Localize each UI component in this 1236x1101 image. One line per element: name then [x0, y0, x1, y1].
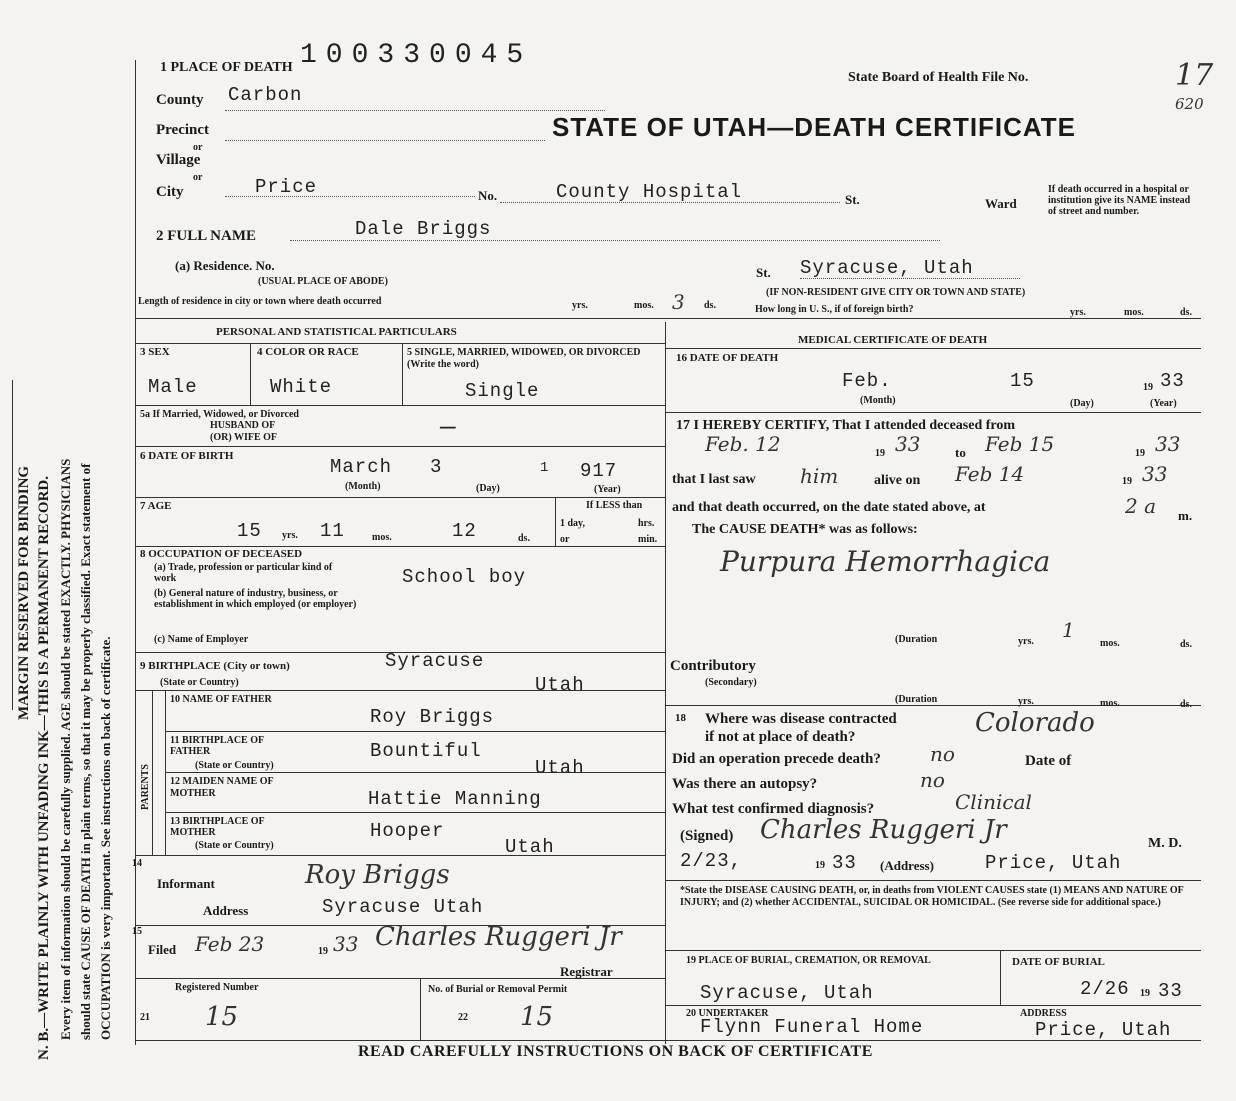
- signed-label: (Signed): [680, 828, 734, 844]
- birthplace-state: Utah: [535, 674, 585, 696]
- marital-label: 5 SINGLE, MARRIED, WIDOWED, OR DIVORCED (Write the word): [407, 347, 641, 370]
- st-label: St.: [845, 192, 860, 207]
- father-label: 10 NAME OF FATHER: [170, 694, 272, 705]
- physician-address-label: (Address): [880, 858, 934, 873]
- age-label: 7 AGE: [140, 500, 172, 512]
- signed-year: 33: [832, 852, 857, 874]
- dod-month-caption: (Month): [860, 395, 896, 406]
- birthplace-city: Syracuse: [385, 650, 485, 672]
- fill-line: [290, 240, 940, 241]
- physician-address: Price, Utah: [985, 852, 1122, 874]
- rule: [402, 343, 403, 405]
- file-no: 17: [1175, 58, 1214, 93]
- duration-yrs: 1: [1062, 618, 1075, 642]
- from-year-prefix: 19: [875, 448, 885, 459]
- filed-number: 15: [132, 926, 142, 937]
- precinct-label: Precinct: [156, 122, 210, 138]
- filed-year: 33: [333, 932, 359, 956]
- rule: [665, 705, 1201, 706]
- residence-st-label: St.: [756, 265, 771, 280]
- rule: [165, 731, 665, 732]
- less-than-label: If LESS than: [586, 500, 643, 511]
- rule: [250, 343, 251, 405]
- certificate-title: STATE OF UTAH—DEATH CERTIFICATE: [552, 112, 1076, 142]
- informant-label: Informant: [157, 876, 215, 891]
- last-saw-year: 33: [1142, 462, 1168, 486]
- test-label: What test confirmed diagnosis?: [672, 801, 875, 817]
- registrar-label: Registrar: [560, 964, 613, 979]
- city-value: Price: [255, 176, 318, 198]
- burial-year: 33: [1158, 980, 1183, 1002]
- institution-value: County Hospital: [556, 181, 743, 203]
- full-name-value: Dale Briggs: [355, 218, 492, 240]
- rule: [665, 412, 1201, 413]
- filed-year-prefix: 19: [318, 946, 328, 957]
- age-years: 15: [237, 520, 262, 542]
- rule: [135, 343, 665, 344]
- time-m-label: m.: [1178, 508, 1193, 523]
- year-caption: (Year): [594, 484, 621, 495]
- hrs-label: hrs.: [638, 518, 655, 529]
- occupation-b-label: (b) General nature of industry, business, or establishment in which employed (or employer): [154, 588, 357, 610]
- registrar-signature: Charles Ruggeri Jr: [375, 922, 622, 952]
- secondary-label: (Secondary): [705, 677, 757, 688]
- registered-number-label: Registered Number: [175, 982, 259, 993]
- informant-number: 14: [132, 858, 142, 869]
- father-bp-city: Bountiful: [370, 740, 482, 762]
- rule: [135, 690, 665, 691]
- duration-mos-label: mos.: [1100, 638, 1120, 649]
- dob-month: March: [330, 456, 393, 478]
- sex-value: Male: [148, 376, 198, 398]
- signed-date: 2/23,: [680, 850, 743, 872]
- rule: [135, 405, 665, 406]
- center-divider: [665, 322, 666, 1044]
- age-ds-label: ds.: [518, 533, 530, 544]
- city-label: City: [156, 184, 184, 200]
- race-value: White: [270, 376, 333, 398]
- contracted-label-2: if not at place of death?: [705, 729, 856, 745]
- no-label: No.: [478, 188, 498, 203]
- dob-day: 3: [430, 456, 443, 478]
- file-no-sub: 620: [1175, 95, 1204, 113]
- marital-value: Single: [465, 380, 540, 402]
- contracted-label: Where was disease contracted: [705, 711, 897, 727]
- rule: [135, 446, 665, 447]
- rule: [665, 1005, 1201, 1006]
- occupation-value: School boy: [402, 566, 527, 588]
- death-occurred-label: and that death occurred, on the date stated above, at: [672, 500, 986, 515]
- to-year-prefix: 19: [1135, 448, 1145, 459]
- day-caption: (Day): [476, 483, 500, 494]
- contributory-label: Contributory: [670, 658, 756, 674]
- margin-instruction-3: should state CAUSE OF DEATH in plain terms, so that it may be properly classified. Exact statement of: [78, 463, 93, 1040]
- birthplace-sc-label: (State or Country): [160, 677, 239, 688]
- age-yrs-label: yrs.: [282, 530, 298, 541]
- margin-instruction-1: N. B.—WRITE PLAINLY WITH UNFADING INK—THIS IS A PERMANENT RECORD.: [36, 476, 52, 1060]
- record-number: 100330045: [300, 40, 533, 71]
- burial-date-value: 2/26: [1080, 978, 1130, 1000]
- full-name-label: 2 FULL NAME: [156, 228, 257, 244]
- mother-bp-sc-label: (State or Country): [195, 840, 274, 851]
- reg-21-label: 21: [140, 1012, 150, 1023]
- alive-on-label: alive on: [874, 473, 921, 488]
- last-saw-date: Feb 14: [955, 462, 1025, 486]
- rule: [665, 880, 1201, 881]
- ward-label: Ward: [985, 196, 1017, 211]
- spouse-label-3: (OR) WIFE OF: [210, 432, 278, 443]
- certify-label: 17 I HEREBY CERTIFY, That I attended deceased from: [676, 418, 1016, 433]
- informant-value: Roy Briggs: [305, 860, 450, 890]
- operation-value: no: [930, 742, 955, 766]
- burial-place-value: Syracuse, Utah: [700, 982, 874, 1004]
- physician-signature: Charles Ruggeri Jr: [760, 815, 1007, 845]
- yrs-label: yrs.: [572, 300, 588, 311]
- or-label: or: [193, 142, 203, 153]
- md-label: M. D.: [1148, 836, 1182, 851]
- rule: [165, 690, 166, 855]
- last-saw-pronoun: him: [800, 464, 839, 488]
- mother-label: 12 MAIDEN NAME OF MOTHER: [170, 776, 274, 799]
- medical-heading: MEDICAL CERTIFICATE OF DEATH: [798, 334, 988, 346]
- burial-permit-label: No. of Burial or Removal Permit: [428, 984, 568, 995]
- cause-footnote: *State the DISEASE CAUSING DEATH, or, in deaths from VIOLENT CAUSES state (1) MEANS AND NATURE OF INJURY; and (2) whether ACCIDENTAL, SUICIDAL OR HOMICIDAL. (See reverse side for additional space.): [680, 885, 1184, 908]
- age-mos-label: mos.: [372, 532, 392, 543]
- age-months: 11: [320, 520, 345, 542]
- ds-label: ds.: [1180, 307, 1192, 318]
- mother-value: Hattie Manning: [368, 788, 542, 810]
- undertaker-address-label: ADDRESS: [1020, 1008, 1067, 1019]
- age-days: 12: [452, 520, 477, 542]
- father-bp-sc-label: (State or Country): [195, 760, 274, 771]
- undertaker-address: Price, Utah: [1035, 1019, 1172, 1041]
- or-label: or: [193, 172, 203, 183]
- dod-year-caption: (Year): [1150, 398, 1177, 409]
- dob-label: 6 DATE OF BIRTH: [140, 450, 234, 462]
- employer-label: (c) Name of Employer: [154, 634, 249, 645]
- cause-label: The CAUSE DEATH* was as follows:: [692, 522, 918, 537]
- contracted-number: 18: [675, 712, 686, 724]
- rule: [420, 978, 421, 1040]
- rule: [665, 950, 1201, 951]
- rule: [165, 772, 665, 773]
- rule: [135, 546, 665, 547]
- operation-label: Did an operation precede death?: [672, 751, 881, 767]
- filed-date: Feb 23: [195, 932, 265, 956]
- dod-day-caption: (Day): [1070, 398, 1094, 409]
- mother-bp-city: Hooper: [370, 820, 445, 842]
- or-label: or: [560, 534, 570, 545]
- dod-month: Feb.: [842, 370, 892, 392]
- race-label: 4 COLOR OR RACE: [257, 346, 359, 358]
- village-label: Village: [156, 152, 201, 168]
- father-bp-state: Utah: [535, 757, 585, 779]
- dob-year: 917: [580, 460, 618, 482]
- filed-label: Filed: [148, 942, 177, 957]
- spouse-label-2: HUSBAND OF: [210, 420, 276, 431]
- mother-bp-label: 13 BIRTHPLACE OF MOTHER: [170, 816, 265, 838]
- county-value: Carbon: [228, 84, 303, 106]
- date-of-label: Date of: [1025, 753, 1072, 769]
- rule: [135, 497, 665, 498]
- burial-permit-value: 15: [520, 1002, 554, 1032]
- rule: [1000, 950, 1001, 1005]
- residence-label: (a) Residence. No.: [175, 258, 275, 273]
- rule: [135, 855, 665, 856]
- ward-note: If death occurred in a hospital or institution give its NAME instead of street and number.: [1048, 184, 1191, 217]
- margin-binding-text: MARGIN RESERVED FOR BINDING: [16, 465, 32, 720]
- yrs-label: yrs.: [1070, 307, 1086, 318]
- dod-year: 33: [1160, 370, 1185, 392]
- duration2-mos-label: mos.: [1100, 698, 1120, 709]
- undertaker-label: 20 UNDERTAKER: [686, 1008, 769, 1019]
- mos-label: mos.: [634, 300, 654, 311]
- duration2-yrs-label: yrs.: [1018, 696, 1034, 707]
- place-of-death-heading: 1 PLACE OF DEATH: [160, 60, 293, 75]
- rule: [555, 497, 556, 547]
- test-value: Clinical: [955, 790, 1032, 814]
- autopsy-label: Was there an autopsy?: [672, 776, 818, 792]
- length-residence-label: Length of residence in city or town where death occurred: [138, 296, 382, 307]
- residence-months: 3: [672, 290, 685, 314]
- spouse-value: —: [440, 412, 457, 442]
- rule: [665, 348, 1201, 349]
- reg-22-label: 22: [458, 1012, 468, 1023]
- last-saw-year-prefix: 19: [1122, 476, 1132, 487]
- min-label: min.: [638, 534, 658, 545]
- form-left-border: [135, 60, 136, 1045]
- to-label: to: [955, 445, 966, 460]
- margin-instruction-4: OCCUPATION is very important. See instructions on back of certificate.: [98, 636, 113, 1040]
- non-resident-note: (IF NON-RESIDENT GIVE CITY OR TOWN AND STATE): [766, 287, 1026, 298]
- attended-from: Feb. 12: [705, 432, 781, 456]
- to-year: 33: [1155, 432, 1181, 456]
- cause-value: Purpura Hemorrhagica: [720, 545, 1051, 578]
- footer-instructions: READ CAREFULLY INSTRUCTIONS ON BACK OF CERTIFICATE: [358, 1043, 873, 1060]
- month-caption: (Month): [345, 481, 381, 492]
- personal-heading: PERSONAL AND STATISTICAL PARTICULARS: [216, 326, 457, 338]
- binding-rule: [12, 380, 13, 710]
- undertaker-value: Flynn Funeral Home: [700, 1016, 924, 1038]
- spouse-label-1: 5a If Married, Widowed, or Divorced: [140, 409, 299, 420]
- duration-yrs-label: yrs.: [1018, 636, 1034, 647]
- informant-address: Syracuse Utah: [322, 896, 484, 918]
- birthplace-label: 9 BIRTHPLACE (City or town): [140, 660, 290, 672]
- burial-year-prefix: 19: [1140, 988, 1150, 999]
- dob-century: 1: [540, 460, 550, 476]
- occupation-label: 8 OCCUPATION OF DECEASED: [140, 548, 303, 560]
- registered-number-value: 15: [205, 1002, 239, 1032]
- signed-year-prefix: 19: [815, 860, 825, 871]
- one-day-label: 1 day,: [560, 518, 586, 529]
- rule: [165, 812, 665, 813]
- mother-bp-state: Utah: [505, 836, 555, 858]
- mos-label: mos.: [1124, 307, 1144, 318]
- contracted-value: Colorado: [975, 708, 1095, 738]
- parents-label: PARENTS: [140, 764, 151, 810]
- father-bp-label: 11 BIRTHPLACE OF FATHER: [170, 735, 264, 757]
- fill-line: [225, 110, 605, 111]
- attended-to: Feb 15: [985, 432, 1055, 456]
- autopsy-value: no: [920, 768, 945, 792]
- occupation-a-label: (a) Trade, profession or particular kind of work: [154, 562, 333, 584]
- dod-year-prefix: 19: [1143, 382, 1153, 393]
- father-value: Roy Briggs: [370, 706, 495, 728]
- foreign-birth-label: How long in U. S., if of foreign birth?: [755, 304, 914, 315]
- dod-day: 15: [1010, 370, 1035, 392]
- duration2-label: (Duration: [895, 694, 938, 705]
- from-year: 33: [895, 432, 921, 456]
- burial-place-label: 19 PLACE OF BURIAL, CREMATION, OR REMOVAL: [686, 955, 931, 966]
- burial-date-label: DATE OF BURIAL: [1012, 956, 1105, 968]
- residence-value: Syracuse, Utah: [800, 257, 974, 279]
- ds-label: ds.: [704, 300, 716, 311]
- dod-label: 16 DATE OF DEATH: [676, 352, 779, 364]
- rule: [152, 690, 153, 855]
- fill-line: [225, 140, 545, 141]
- informant-address-label: Address: [203, 903, 249, 918]
- death-time: 2 a: [1125, 494, 1157, 518]
- duration-label: (Duration: [895, 634, 938, 645]
- county-label: County: [156, 92, 204, 108]
- duration-ds-label: ds.: [1180, 639, 1192, 650]
- last-saw-label: that I last saw: [672, 472, 756, 487]
- usual-place-label: (USUAL PLACE OF ABODE): [258, 276, 388, 287]
- file-no-label: State Board of Health File No.: [848, 70, 1029, 85]
- duration2-ds-label: ds.: [1180, 699, 1192, 710]
- sex-label: 3 SEX: [140, 346, 170, 358]
- margin-instruction-2: Every item of information should be carefully supplied. AGE should be stated EXACTLY. PHYSICIANS: [58, 458, 73, 1040]
- rule-name-top: [135, 318, 1201, 319]
